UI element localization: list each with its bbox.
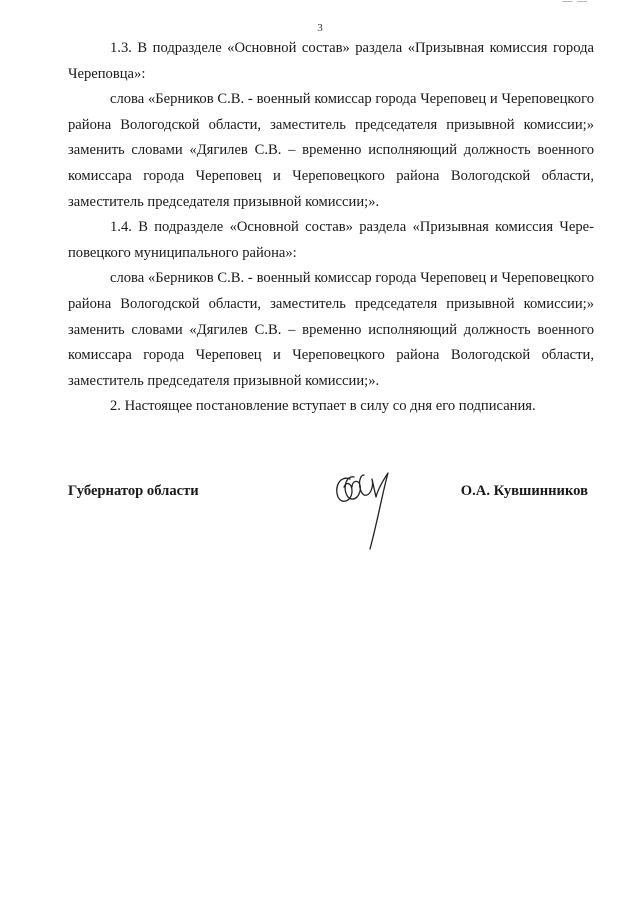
signatory-name: О.А. Кувшинников <box>460 483 588 499</box>
paragraph-1-3-heading: 1.3. В подразделе «Основной состав» раздела «Призывная комиссия города Череповца»: <box>68 40 594 82</box>
signature-block <box>68 465 588 565</box>
corner-mark: — — <box>562 0 588 7</box>
paragraph-2: 2. Настоящее постановление вступает в силу со дня его подписания. <box>110 398 536 415</box>
handwritten-signature <box>330 465 400 557</box>
page-number: 3 <box>317 22 323 34</box>
document-body <box>68 36 594 420</box>
paragraph-1-3-text: слова «Берников С.В. - военный комиссар города Череповец и Череповецкого района Вологодской области, заместитель председателя призывной комиссии;» заменить словами «Дягилев С.В. – временно исполняющий должность военного комиссара города Череповец и Череповецкого района Вологодской области, заместитель председателя призывной комиссии;». <box>68 91 594 210</box>
paragraph-1-4-text: слова «Берников С.В. - военный комиссар города Череповец и Череповецкого района Вологодской области, заместитель председателя призывной комиссии;» заменить словами «Дягилев С.В. – временно исполняющий должность военного комиссара города Череповец и Череповецкого района Вологодской области, заместитель председателя призывной комиссии;». <box>68 270 594 389</box>
signatory-title: Губернатор области <box>68 483 199 499</box>
paragraph-1-4-heading: 1.4. В подразделе «Основной состав» раздела «Призывная комиссия Череповецкого муниципального района»: <box>68 219 594 261</box>
